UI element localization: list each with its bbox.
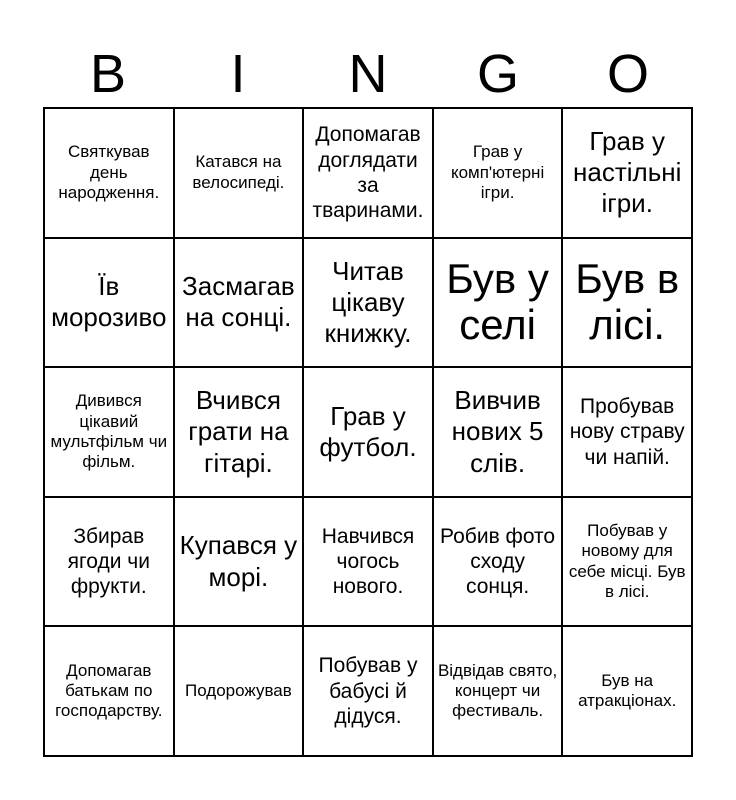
- bingo-cell[interactable]: Відвідав свято, концерт чи фестиваль.: [433, 626, 563, 756]
- bingo-cell[interactable]: Вчився грати на гітарі.: [174, 367, 304, 497]
- bingo-cell[interactable]: Побував у новому для себе місці. Був в лісі.: [562, 497, 692, 627]
- bingo-cell[interactable]: Був на атракціонах.: [562, 626, 692, 756]
- bingo-cell[interactable]: Купався у морі.: [174, 497, 304, 627]
- bingo-cell[interactable]: Грав у комп'ютерні ігри.: [433, 108, 563, 238]
- bingo-cell[interactable]: Робив фото сходу сонця.: [433, 497, 563, 627]
- bingo-cell[interactable]: Засмагав на сонці.: [174, 238, 304, 368]
- bingo-cell[interactable]: Був в лісі.: [562, 238, 692, 368]
- bingo-cell[interactable]: Дивився цікавий мультфільм чи фільм.: [44, 367, 174, 497]
- header-letter-g: G: [476, 44, 519, 104]
- bingo-header: [43, 40, 693, 108]
- bingo-cell[interactable]: Святкував день народження.: [44, 108, 174, 238]
- bingo-cell[interactable]: Вивчив нових 5 слів.: [433, 367, 563, 497]
- bingo-cell[interactable]: Їв морозиво: [44, 238, 174, 368]
- bingo-cell[interactable]: Допомагав доглядати за тваринами.: [303, 108, 433, 238]
- bingo-cell[interactable]: Навчився чогось нового.: [303, 497, 433, 627]
- header-letter-i: I: [230, 44, 246, 104]
- bingo-cell[interactable]: Грав у настільні ігри.: [562, 108, 692, 238]
- header-letter-b: B: [89, 44, 127, 104]
- bingo-cell[interactable]: Пробував нову страву чи напій.: [562, 367, 692, 497]
- bingo-board: [43, 107, 693, 757]
- bingo-cell[interactable]: Збирав ягоди чи фрукти.: [44, 497, 174, 627]
- bingo-cell[interactable]: Катався на велосипеді.: [174, 108, 304, 238]
- header-letter-n: N: [348, 44, 388, 104]
- bingo-cell[interactable]: Читав цікаву книжку.: [303, 238, 433, 368]
- bingo-cell[interactable]: Побував у бабусі й дідуся.: [303, 626, 433, 756]
- bingo-cell[interactable]: Допомагав батькам по господарству.: [44, 626, 174, 756]
- header-letter-o: O: [606, 44, 649, 104]
- bingo-cell[interactable]: Грав у футбол.: [303, 367, 433, 497]
- bingo-cell[interactable]: Подорожував: [174, 626, 304, 756]
- bingo-cell[interactable]: Був у селі: [433, 238, 563, 368]
